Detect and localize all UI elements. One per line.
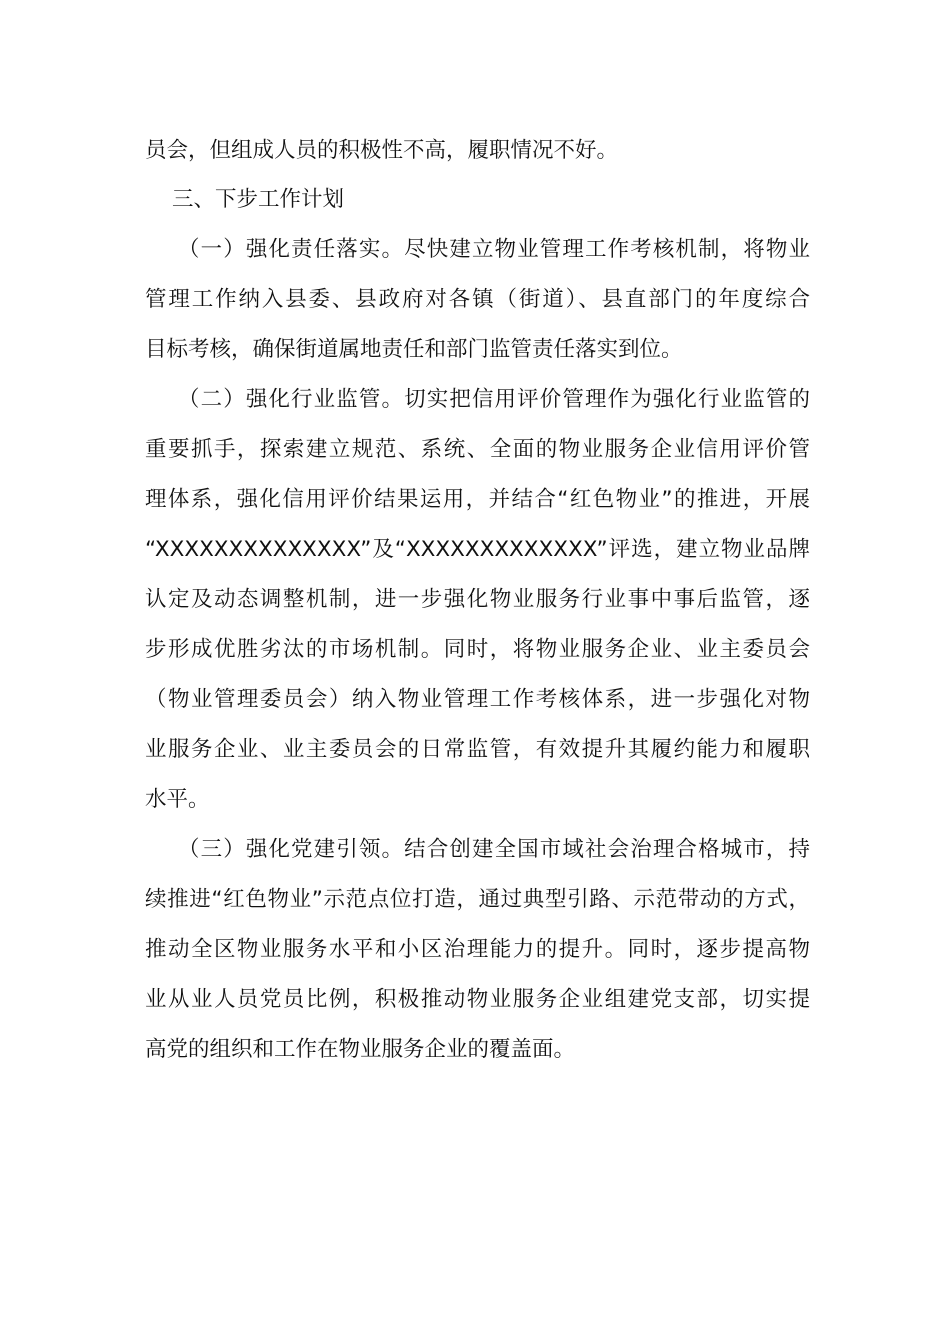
paragraph-line: 水平。 — [145, 787, 210, 812]
paragraph-line: 业服务企业、业主委员会的日常监管，有效提升其履约能力和履职 — [145, 737, 810, 762]
paragraph-line: （三）强化党建引领。结合创建全国市域社会治理合格城市，持 — [178, 837, 810, 862]
paragraph-line: 员会，但组成人员的积极性不高，履职情况不好。 — [145, 138, 619, 163]
paragraph-line: （二）强化行业监管。切实把信用评价管理作为强化行业监管的 — [178, 387, 810, 412]
paragraph-line: 推动全区物业服务水平和小区治理能力的提升。同时，逐步提高物 — [145, 937, 810, 962]
paragraph-line: 重要抓手，探索建立规范、系统、全面的物业服务企业信用评价管 — [145, 437, 810, 462]
paragraph-line: （物业管理委员会）纳入物业管理工作考核体系，进一步强化对物 — [145, 687, 810, 712]
paragraph-line: 管理工作纳入县委、县政府对各镇（街道）、县直部门的年度综合 — [145, 287, 810, 312]
paragraph-line: “XXXXXXXXXXXXXX”及“XXXXXXXXXXXXX”评选，建立物业品牌 — [145, 537, 810, 562]
paragraph-line: 理体系，强化信用评价结果运用，并结合“红色物业”的推进，开展 — [145, 487, 810, 512]
section-heading: 三、下步工作计划 — [172, 187, 345, 212]
paragraph-line: 认定及动态调整机制，进一步强化物业服务行业事中事后监管，逐 — [145, 587, 810, 612]
paragraph-line: （一）强化责任落实。尽快建立物业管理工作考核机制，将物业 — [178, 237, 810, 262]
paragraph-line: 目标考核，确保街道属地责任和部门监管责任落实到位。 — [145, 337, 683, 362]
paragraph-line: 步形成优胜劣汰的市场机制。同时，将物业服务企业、业主委员会 — [145, 637, 810, 662]
paragraph-line: 续推进“红色物业”示范点位打造，通过典型引路、示范带动的方式， — [145, 887, 810, 912]
paragraph-line: 高党的组织和工作在物业服务企业的覆盖面。 — [145, 1037, 576, 1062]
paragraph-line: 业从业人员党员比例，积极推动物业服务企业组建党支部，切实提 — [145, 987, 810, 1012]
